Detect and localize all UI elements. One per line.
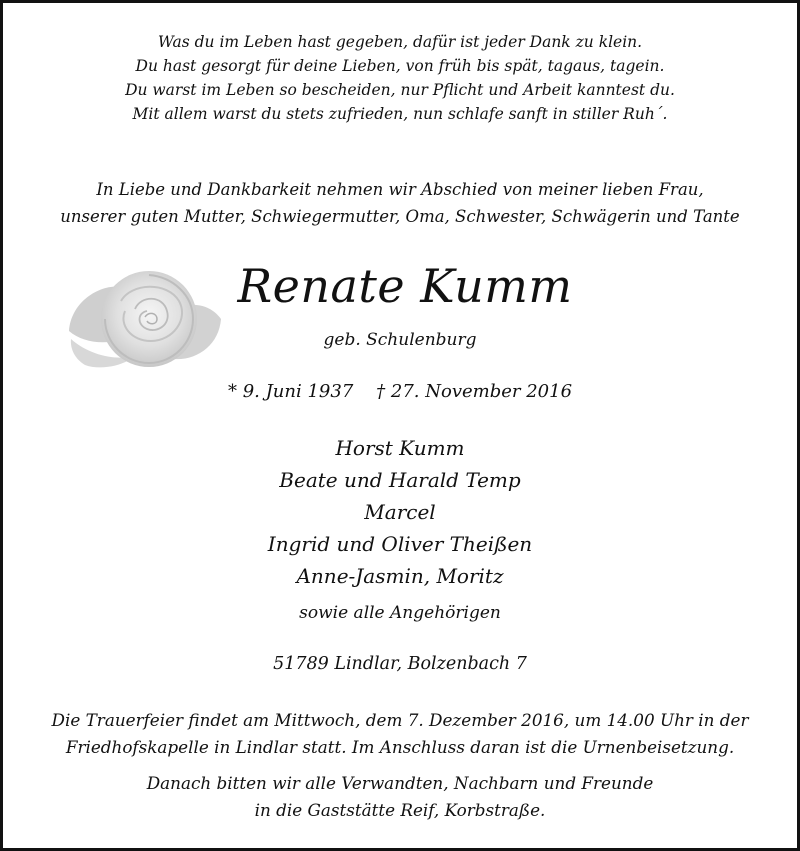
funeral-line-4: in die Gaststätte Reif, Korbstraße. xyxy=(254,800,546,820)
intro-line-1: In Liebe und Dankbarkeit nehmen wir Abschied von meiner lieben Frau, xyxy=(96,180,704,199)
mourner-4: Ingrid und Oliver Theißen xyxy=(267,532,533,556)
funeral-line-1: Die Trauerfeier findet am Mittwoch, dem 7. Dezember 2016, um 14.00 Uhr in der xyxy=(51,710,749,730)
poem-line-4: Mit allem warst du stets zufrieden, nun schlafe sanft in stiller Ruh´. xyxy=(132,105,668,123)
funeral-line-2: Friedhofskapelle in Lindlar statt. Im Anschluss daran ist die Urnenbeisetzung. xyxy=(65,737,735,757)
mourner-5: Anne-Jasmin, Moritz xyxy=(296,564,504,588)
address: 51789 Lindlar, Bolzenbach 7 xyxy=(273,654,527,674)
poem-line-2: Du hast gesorgt für deine Lieben, von früh bis spät, tagaus, tagein. xyxy=(135,57,665,75)
intro-line-2: unserer guten Mutter, Schwiegermutter, Oma, Schwester, Schwägerin und Tante xyxy=(60,207,740,226)
deceased-name: Renate Kumm xyxy=(237,259,573,313)
poem-line-1: Was du im Leben hast gegeben, dafür ist jeder Dank zu klein. xyxy=(157,33,643,51)
life-dates: * 9. Juni 1937 † 27. November 2016 xyxy=(227,381,573,402)
relatives-line: sowie alle Angehörigen xyxy=(299,603,501,623)
mourner-2: Beate und Harald Temp xyxy=(279,468,521,492)
mourner-1: Horst Kumm xyxy=(335,436,465,460)
mourner-3: Marcel xyxy=(364,500,436,524)
birth-name: geb. Schulenburg xyxy=(323,330,477,350)
poem-line-3: Du warst im Leben so bescheiden, nur Pflicht und Arbeit kanntest du. xyxy=(125,81,675,99)
funeral-line-3: Danach bitten wir alle Verwandten, Nachbarn und Freunde xyxy=(146,773,654,793)
